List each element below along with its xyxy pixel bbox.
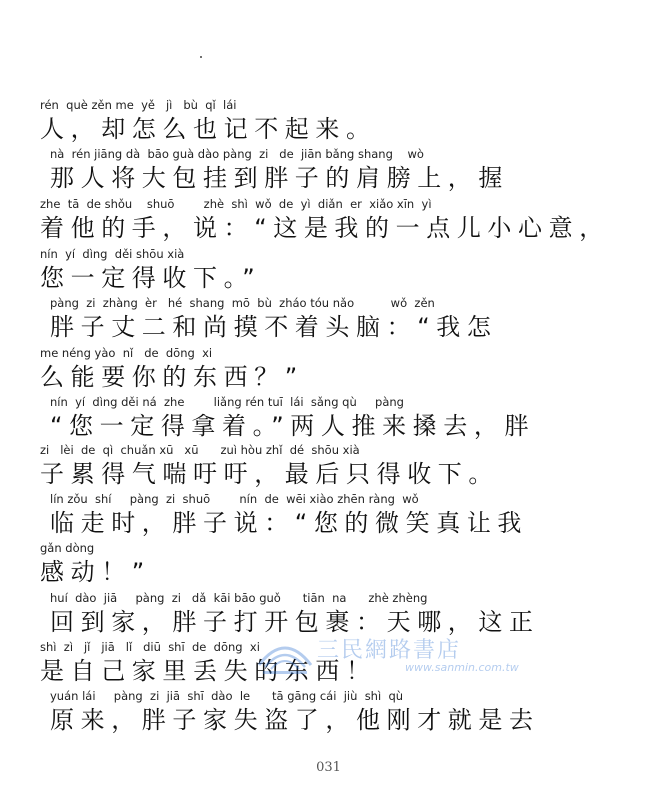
hanzi-line: 临走时，胖子说：“您的微笑真让我 bbox=[50, 509, 529, 537]
pinyin-line: nín yí dìng děi ná zhe liǎng rén tuī lái sǎng qù pàng bbox=[50, 395, 404, 409]
text-line bbox=[0, 640, 657, 688]
text-line bbox=[0, 541, 657, 589]
hanzi-line: 您一定得收下。” bbox=[40, 264, 262, 292]
pinyin-line: gǎn dòng bbox=[40, 541, 95, 555]
pinyin-line: zhe tā de shǒu shuō zhè shì wǒ de yì diǎn er xiǎo xīn yì bbox=[40, 197, 432, 211]
text-line bbox=[0, 346, 657, 394]
text-line bbox=[0, 443, 657, 491]
pinyin-line: me néng yào nǐ de dōng xi bbox=[40, 346, 213, 360]
text-line bbox=[0, 98, 657, 146]
text-line bbox=[0, 492, 657, 540]
page-number: 031 bbox=[316, 760, 341, 775]
watermark-text: 三民網路書店 bbox=[317, 638, 462, 663]
text-line bbox=[0, 247, 657, 295]
hanzi-line: 人，却怎么也记不起来。 bbox=[40, 115, 377, 143]
text-line bbox=[0, 147, 657, 195]
text-line bbox=[0, 591, 657, 639]
text-line bbox=[0, 197, 657, 245]
hanzi-line: 胖子丈二和尚摸不着头脑：“我怎 bbox=[50, 313, 498, 341]
pinyin-line: rén què zěn me yě jì bù qǐ lái bbox=[40, 98, 237, 112]
stray-dot bbox=[200, 56, 202, 58]
hanzi-line: 回到家，胖子打开包裹：天哪，这正 bbox=[50, 608, 540, 636]
hanzi-line: 是自己家里丢失的东西！ bbox=[40, 657, 377, 685]
pinyin-line: nín yí dìng děi shōu xià bbox=[40, 247, 185, 261]
hanzi-line: 那人将大包挂到胖子的肩膀上，握 bbox=[50, 164, 509, 192]
text-line bbox=[0, 395, 657, 443]
text-line bbox=[0, 689, 657, 737]
pinyin-line: huí dào jiā pàng zi dǎ kāi bāo guǒ tiān na zhè zhèng bbox=[50, 591, 428, 605]
hanzi-line: 么能要你的东西？” bbox=[40, 363, 304, 391]
pinyin-line: lín zǒu shí pàng zi shuō nín de wēi xiào zhēn ràng wǒ bbox=[50, 492, 419, 506]
watermark-url: www.sanmin.com.tw bbox=[405, 661, 519, 674]
hanzi-line: 着他的手，说：“这是我的一点儿小心意， bbox=[40, 214, 610, 242]
pinyin-line: pàng zi zhàng èr hé shang mō bù zháo tóu nǎo wǒ zěn bbox=[50, 296, 435, 310]
hanzi-line: “您一定得拿着。”两人推来搡去，胖 bbox=[50, 412, 536, 440]
pinyin-line: zi lèi de qì chuǎn xū xū zuì hòu zhǐ dé shōu xià bbox=[40, 443, 360, 457]
hanzi-line: 感动！” bbox=[40, 558, 151, 586]
pinyin-line: nà rén jiāng dà bāo guà dào pàng zi de jiān bǎng shang wò bbox=[50, 147, 424, 161]
hanzi-line: 原来，胖子家失盗了，他刚才就是去 bbox=[50, 706, 540, 734]
text-line bbox=[0, 296, 657, 344]
pinyin-line: shì zì jǐ jiā lǐ diū shī de dōng xi bbox=[40, 640, 260, 654]
pinyin-line: yuán lái pàng zi jiā shī dào le tā gāng cái jiù shì qù bbox=[50, 689, 404, 703]
hanzi-line: 子累得气喘吁吁，最后只得收下。 bbox=[40, 460, 499, 488]
